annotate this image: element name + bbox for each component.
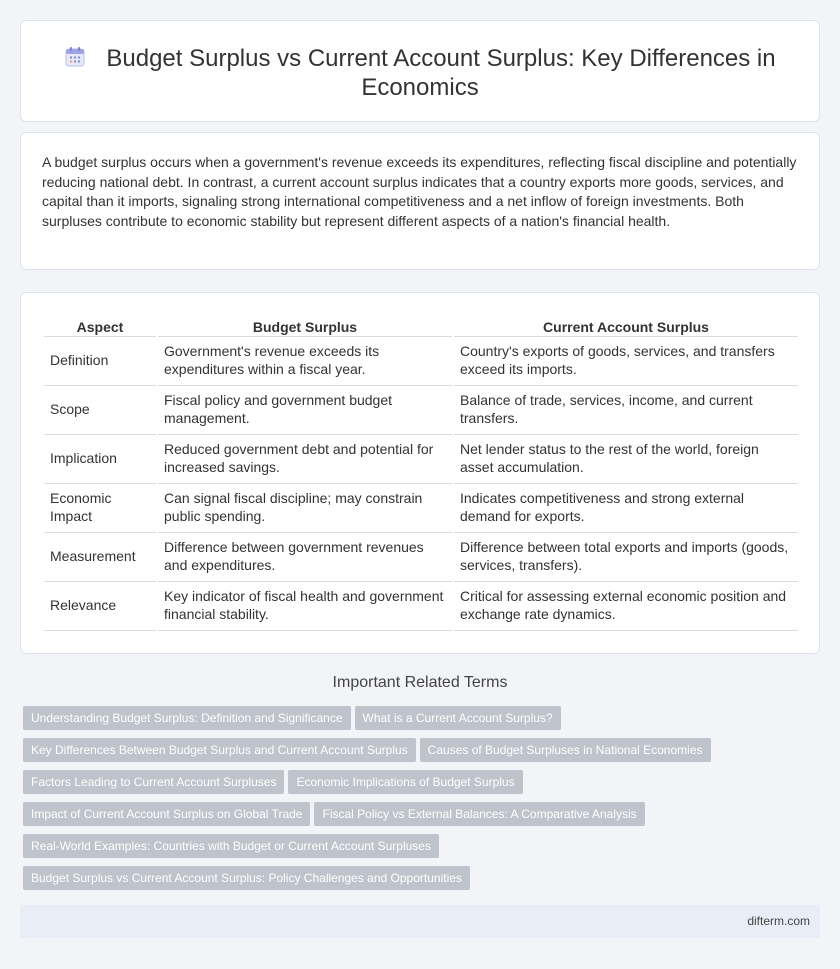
related-term-link[interactable]: Impact of Current Account Surplus on Global Trade: [23, 802, 310, 826]
tag-row: [23, 834, 723, 866]
related-term-link[interactable]: Understanding Budget Surplus: Definition and Significance: [23, 706, 351, 730]
tag-row: [23, 706, 723, 738]
aspect-cell: Relevance: [44, 582, 156, 631]
table-row: [44, 386, 798, 435]
table-header-row: [44, 313, 798, 337]
aspect-cell: Scope: [44, 386, 156, 435]
current-account-cell: Indicates competitiveness and strong external demand for exports.: [454, 484, 798, 533]
header-aspect: Aspect: [44, 313, 156, 337]
intro-paragraph: A budget surplus occurs when a government's revenue exceeds its expenditures, reflecting fiscal discipline and potentially reducing national debt. In contrast, a current account surplus indicates that a country exports more goods, services, and capital than it imports, signaling strong international competitiveness and a net inflow of foreign investments. Both surpluses contribute to economic stability but represent different aspects of a nation's financial health.: [42, 154, 797, 229]
aspect-cell: Measurement: [44, 533, 156, 582]
table-row: [44, 435, 798, 484]
budget-cell: Reduced government debt and potential for increased savings.: [158, 435, 452, 484]
current-account-cell: Difference between total exports and imports (goods, services, transfers).: [454, 533, 798, 582]
tag-row: [23, 770, 723, 802]
related-term-link[interactable]: Factors Leading to Current Account Surpluses: [23, 770, 284, 794]
related-term-link[interactable]: What is a Current Account Surplus?: [355, 706, 561, 730]
aspect-cell: Definition: [44, 337, 156, 386]
page-title-text: Budget Surplus vs Current Account Surplus: Key Differences in Economics: [106, 45, 776, 101]
budget-cell: Fiscal policy and government budget management.: [158, 386, 452, 435]
table-row: [44, 533, 798, 582]
budget-cell: Government's revenue exceeds its expenditures within a fiscal year.: [158, 337, 452, 386]
aspect-cell: Implication: [44, 435, 156, 484]
related-term-link[interactable]: Key Differences Between Budget Surplus and Current Account Surplus: [23, 738, 416, 762]
budget-cell: Can signal fiscal discipline; may constrain public spending.: [158, 484, 452, 533]
current-account-cell: Balance of trade, services, income, and current transfers.: [454, 386, 798, 435]
budget-cell: Key indicator of fiscal health and government financial stability.: [158, 582, 452, 631]
table-row: [44, 484, 798, 533]
tag-row: [23, 866, 723, 898]
comparison-table-card: [20, 292, 820, 654]
page-title: [51, 44, 789, 102]
header-current-account-surplus: Current Account Surplus: [454, 313, 798, 337]
footer: [20, 905, 820, 938]
related-term-link[interactable]: Budget Surplus vs Current Account Surplus: Policy Challenges and Opportunities: [23, 866, 470, 890]
calendar-icon: [64, 46, 86, 68]
budget-cell: Difference between government revenues and expenditures.: [158, 533, 452, 582]
related-terms-title: Important Related Terms: [332, 674, 508, 691]
header-budget-surplus: Budget Surplus: [158, 313, 452, 337]
intro-card: [20, 132, 820, 270]
comparison-table: [42, 313, 800, 631]
tag-row: [23, 738, 723, 770]
current-account-cell: Critical for assessing external economic position and exchange rate dynamics.: [454, 582, 798, 631]
table-row: [44, 337, 798, 386]
tag-row: [23, 802, 723, 834]
table-row: [44, 582, 798, 631]
current-account-cell: Net lender status to the rest of the world, foreign asset accumulation.: [454, 435, 798, 484]
related-terms-list: [23, 706, 723, 898]
header-card: [20, 20, 820, 122]
current-account-cell: Country's exports of goods, services, and transfers exceed its imports.: [454, 337, 798, 386]
related-term-link[interactable]: Economic Implications of Budget Surplus: [288, 770, 522, 794]
related-term-link[interactable]: Causes of Budget Surpluses in National Economies: [420, 738, 711, 762]
related-term-link[interactable]: Fiscal Policy vs External Balances: A Comparative Analysis: [314, 802, 644, 826]
related-term-link[interactable]: Real-World Examples: Countries with Budget or Current Account Surpluses: [23, 834, 439, 858]
aspect-cell: Economic Impact: [44, 484, 156, 533]
footer-site-link[interactable]: difterm.com: [747, 914, 810, 928]
